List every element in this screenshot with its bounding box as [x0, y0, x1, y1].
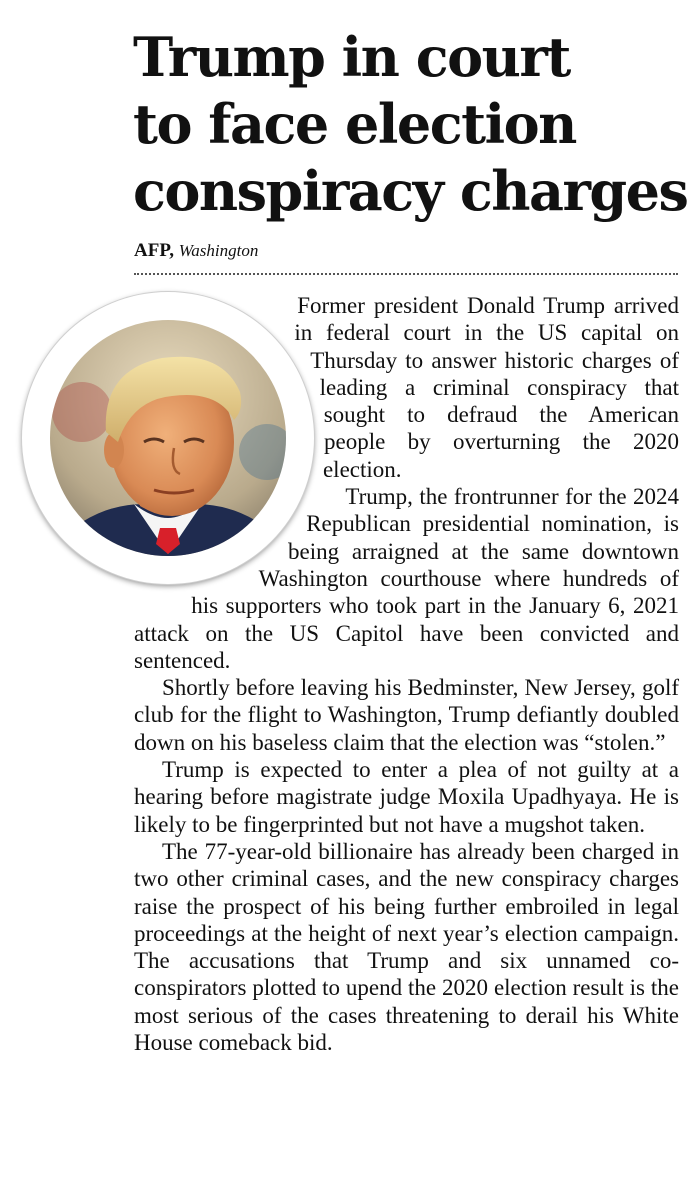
byline-place: Washington	[178, 241, 259, 260]
dotted-divider	[134, 273, 678, 275]
paragraph-2: Trump, the frontrunner for the 2024 Republican presidential nomination, is being arraigned at the same downtown Washington courthouse where hundreds of his supporters who took part in the January 6, 2021 attack on the US Capitol have been convicted and sentenced.	[134, 484, 679, 673]
paragraph-4: Trump is expected to enter a plea of not guilty at a hearing before magistrate judge Moxila Upadhyaya. He is likely to be fingerprinted but not have a mugshot taken.	[134, 757, 679, 837]
article-body	[134, 292, 679, 1056]
paragraph-3: Shortly before leaving his Bedminster, New Jersey, golf club for the flight to Washington, Trump defiantly doubled down on his baseless claim that the election was “stolen.”	[134, 675, 679, 755]
byline-agency: AFP,	[134, 240, 174, 261]
headline-line-1: Trump in court	[133, 25, 570, 89]
paragraph-1: Former president Donald Trump arrived in federal court in the US capital on Thursday to answer historic charges of leading a criminal conspiracy that sought to defraud the American people by overturning the 2020 election.	[294, 293, 679, 482]
headline	[133, 24, 688, 225]
paragraph-5: The 77-year-old billionaire has already been charged in two other criminal cases, and the new conspiracy charges raise the prospect of his being further embroiled in legal proceedings at the height of next year’s election campaign. The accusations that Trump and six unnamed co-conspirators plotted to upend the 2020 election result is the most serious of the cases threatening to derail his White House comeback bid.	[134, 838, 679, 1056]
headline-line-3: conspiracy charges	[133, 159, 688, 223]
byline	[134, 240, 258, 262]
headline-line-2: to face election	[133, 92, 576, 156]
